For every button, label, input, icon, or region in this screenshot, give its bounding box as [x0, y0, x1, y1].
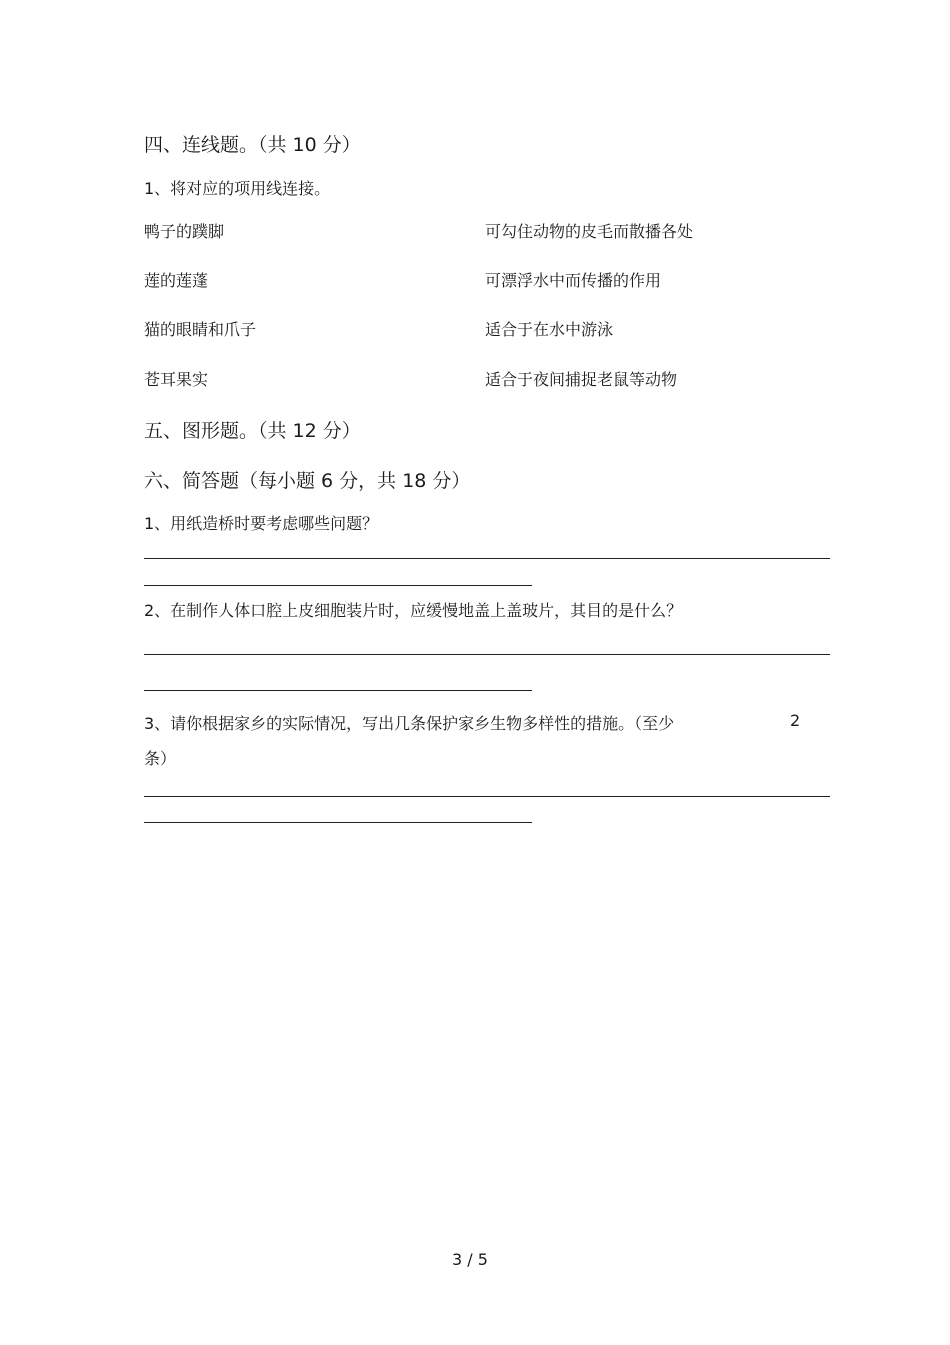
match-right-2: 可漂浮水中而传播的作用: [485, 271, 662, 290]
answer-line[interactable]: [144, 585, 532, 586]
match-left-4: 苍耳果实: [144, 370, 209, 389]
match-left-3: 猫的眼睛和爪子: [144, 320, 257, 339]
section5-heading: 五、图形题。（共 12 分）: [144, 420, 361, 442]
match-right-3: 适合于在水中游泳: [485, 320, 614, 339]
match-left-1: 鸭子的蹼脚: [144, 222, 225, 241]
answer-line[interactable]: [144, 558, 830, 559]
page-number: 3 / 5: [452, 1250, 488, 1269]
match-left-2: 莲的莲蓬: [144, 271, 209, 290]
section6-question-3-cont: 条）: [144, 749, 177, 768]
answer-line[interactable]: [144, 654, 830, 655]
section6-heading: 六、简答题（每小题 6 分，共 18 分）: [144, 470, 471, 492]
answer-line[interactable]: [144, 690, 532, 691]
match-right-1: 可勾住动物的皮毛而散播各处: [485, 222, 694, 241]
section6-question-1: 1、用纸造桥时要考虑哪些问题？: [144, 514, 379, 533]
section6-question-2: 2、在制作人体口腔上皮细胞装片时，应缓慢地盖上盖玻片，其目的是什么？: [144, 601, 683, 620]
section4-question-1: 1、将对应的项用线连接。: [144, 179, 331, 198]
section4-heading: 四、连线题。（共 10 分）: [144, 134, 361, 156]
section6-question-3: 3、请你根据家乡的实际情况，写出几条保护家乡生物多样性的措施。（至少: [144, 714, 675, 733]
answer-line[interactable]: [144, 796, 830, 797]
answer-line[interactable]: [144, 822, 532, 823]
match-right-4: 适合于夜间捕捉老鼠等动物: [485, 370, 678, 389]
section6-question-3-count: 2: [790, 711, 801, 730]
